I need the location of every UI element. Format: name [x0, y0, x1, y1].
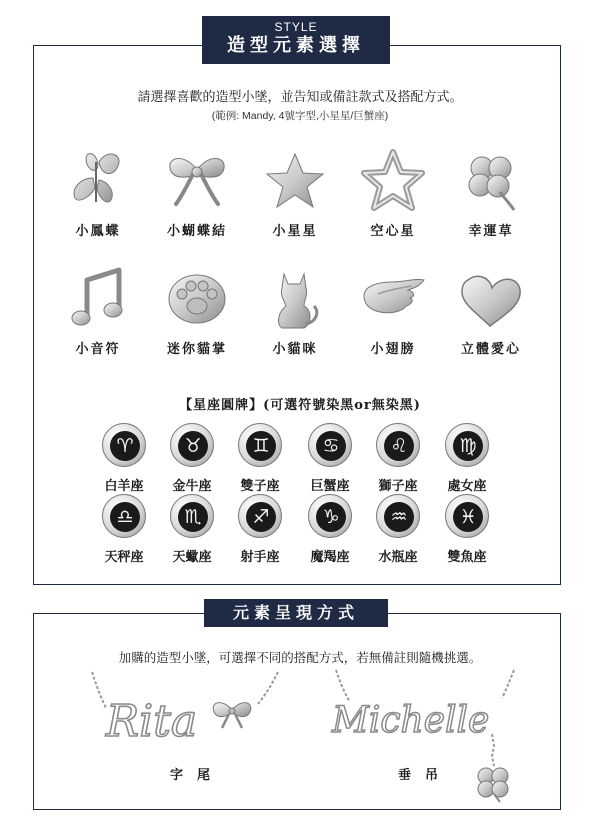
- tail-charm-label: 字尾: [170, 768, 225, 783]
- aquarius-icon: [376, 494, 420, 538]
- presentation-banner: 元素呈現方式: [204, 599, 388, 627]
- music-note-icon: [63, 266, 133, 332]
- libra-icon: [102, 494, 146, 538]
- pisces-icon: [445, 494, 489, 538]
- zodiac-heading: 【星座圓牌】(可選符號染黑or無染黑): [179, 398, 421, 413]
- necklace-name-text: Rita: [106, 696, 198, 747]
- section-title: 造型元素選擇: [227, 35, 365, 56]
- zodiac-label: 魔羯座: [310, 550, 350, 565]
- butterfly-icon: [63, 148, 133, 214]
- zodiac-label: 射手座: [240, 550, 280, 565]
- intro-instruction: 請選擇喜歡的造型小墜，並告知或備註款式及搭配方式。: [137, 90, 463, 105]
- style-label: STYLE: [274, 20, 318, 34]
- zodiac-symbol: ♏: [178, 502, 208, 532]
- zodiac-label: 白羊座: [104, 479, 144, 494]
- aries-icon: [102, 423, 146, 467]
- dangle-charm-necklace-image: [324, 668, 524, 804]
- zodiac-item[interactable]: [296, 494, 364, 565]
- taurus-icon: [170, 423, 214, 467]
- tail-charm-necklace-image: [82, 670, 288, 750]
- zodiac-symbol: ♑: [316, 502, 346, 532]
- style-banner: [202, 16, 390, 64]
- zodiac-symbol: ♋: [316, 431, 346, 461]
- star-icon: [260, 148, 330, 214]
- zodiac-label: 雙魚座: [447, 550, 487, 565]
- intro-example: (範例: Mandy, 4號字型,小星星/巨蟹座): [211, 110, 389, 122]
- zodiac-item[interactable]: [433, 423, 501, 494]
- zodiac-symbol: ♐: [246, 502, 276, 532]
- charm-label: 立體愛心: [460, 342, 521, 357]
- presentation-instruction: 加購的造型小墜，可選擇不同的搭配方式，若無備註則隨機挑選。: [118, 650, 482, 665]
- zodiac-item[interactable]: [90, 494, 158, 565]
- charm-label: 小鳳蝶: [75, 224, 121, 239]
- scorpio-icon: [170, 494, 214, 538]
- bow-icon: [162, 148, 232, 214]
- charm-label: 小蝴蝶結: [166, 224, 227, 239]
- capricorn-icon: [308, 494, 352, 538]
- zodiac-symbol: ♒: [384, 502, 414, 532]
- zodiac-symbol: ♓: [453, 502, 483, 532]
- zodiac-item[interactable]: [364, 494, 432, 565]
- charm-label: 小音符: [75, 342, 121, 357]
- charm-item[interactable]: [245, 266, 345, 357]
- wing-icon: [358, 266, 428, 332]
- charm-item[interactable]: [343, 266, 443, 357]
- zodiac-label: 水瓶座: [378, 550, 418, 565]
- charm-item[interactable]: [147, 266, 247, 357]
- leo-icon: [376, 423, 420, 467]
- zodiac-label: 天蠍座: [172, 550, 212, 565]
- sagittarius-icon: [238, 494, 282, 538]
- zodiac-symbol: ♍: [453, 431, 483, 461]
- zodiac-label: 獅子座: [378, 479, 418, 494]
- paw-icon: [162, 266, 232, 332]
- charm-label: 小翅膀: [370, 342, 416, 357]
- zodiac-label: 巨蟹座: [310, 479, 350, 494]
- zodiac-item[interactable]: [433, 494, 501, 565]
- cat-icon: [260, 266, 330, 332]
- charm-item[interactable]: [441, 148, 541, 239]
- zodiac-symbol: ♈: [110, 431, 140, 461]
- gemini-icon: [238, 423, 282, 467]
- heart-icon: [456, 266, 526, 332]
- charm-item[interactable]: [48, 148, 148, 239]
- zodiac-symbol: ♊: [246, 431, 276, 461]
- charm-label: 小星星: [272, 224, 318, 239]
- charm-label: 幸運草: [468, 224, 514, 239]
- bow-icon: [213, 703, 251, 728]
- virgo-icon: [445, 423, 489, 467]
- clover-icon: [456, 148, 526, 214]
- cancer-icon: [308, 423, 352, 467]
- charm-item[interactable]: [245, 148, 345, 239]
- charm-label: 迷你貓掌: [166, 342, 227, 357]
- zodiac-symbol: ♌: [384, 431, 414, 461]
- zodiac-item[interactable]: [226, 494, 294, 565]
- zodiac-symbol: ♎: [110, 502, 140, 532]
- charm-item[interactable]: [147, 148, 247, 239]
- clover-icon: [478, 768, 508, 802]
- hollow-star-icon: [358, 148, 428, 214]
- zodiac-item[interactable]: [364, 423, 432, 494]
- zodiac-item[interactable]: [296, 423, 364, 494]
- zodiac-item[interactable]: [158, 423, 226, 494]
- zodiac-item[interactable]: [158, 494, 226, 565]
- dangle-charm-label: 垂吊: [398, 768, 453, 783]
- zodiac-label: 雙子座: [240, 479, 280, 494]
- charm-item[interactable]: [48, 266, 148, 357]
- charm-item[interactable]: [343, 148, 443, 239]
- zodiac-item[interactable]: [226, 423, 294, 494]
- charm-label: 小貓咪: [272, 342, 318, 357]
- zodiac-label: 處女座: [447, 479, 487, 494]
- zodiac-item[interactable]: [90, 423, 158, 494]
- charm-label: 空心星: [370, 224, 416, 239]
- zodiac-label: 金牛座: [172, 479, 212, 494]
- necklace-name-text: Michelle: [332, 700, 490, 741]
- zodiac-label: 天秤座: [104, 550, 144, 565]
- charm-item[interactable]: [441, 266, 541, 357]
- zodiac-symbol: ♉: [178, 431, 208, 461]
